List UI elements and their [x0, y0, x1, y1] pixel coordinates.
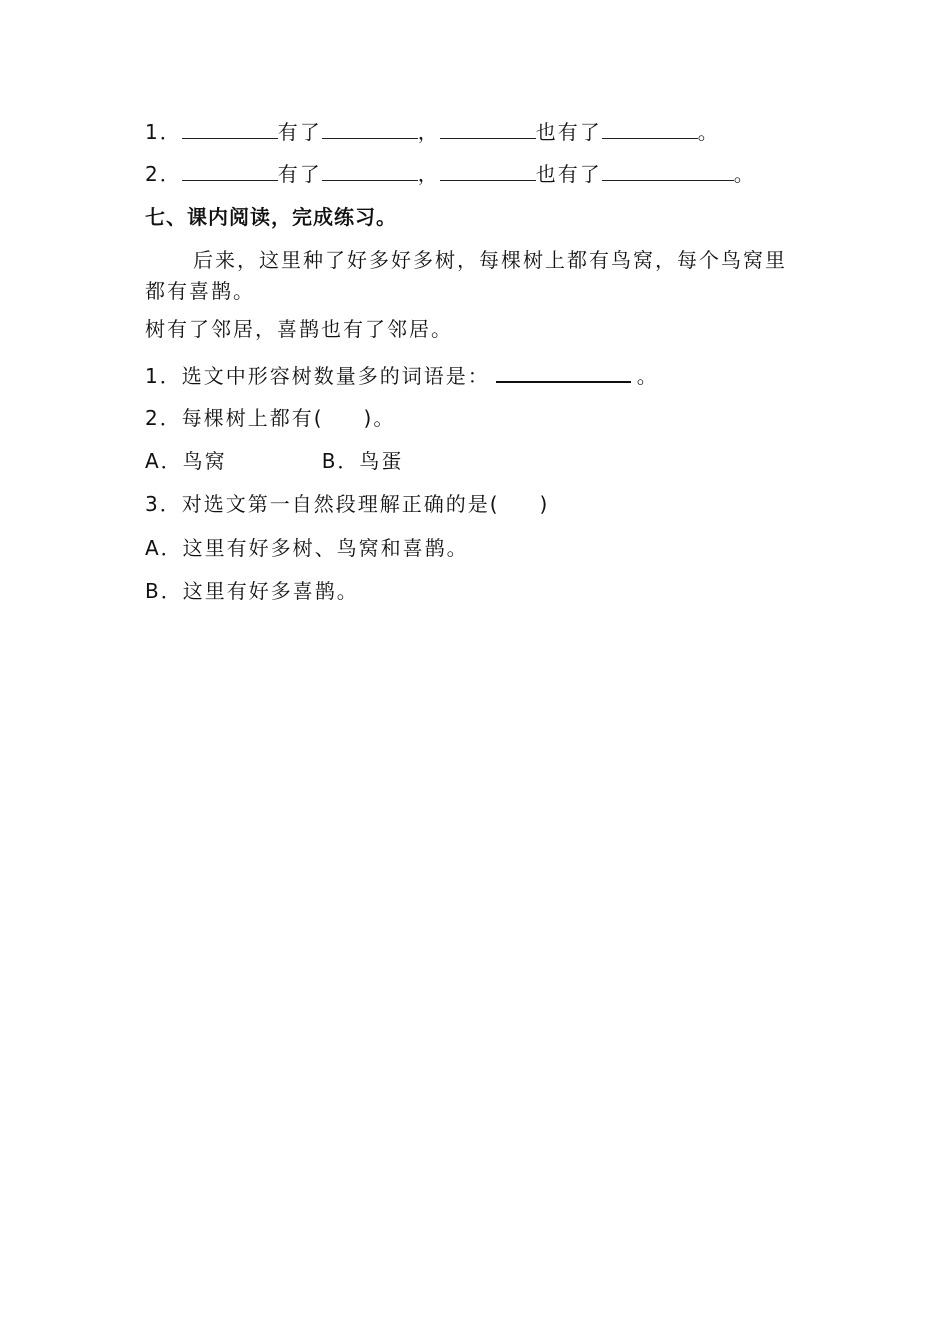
question-3-option-b: B．这里有好多喜鹊。	[145, 579, 359, 603]
answer-blank[interactable]	[602, 118, 698, 139]
question-3	[145, 490, 549, 518]
answer-blank[interactable]	[182, 118, 278, 139]
question-3-option-a: A．这里有好多树、鸟窝和喜鹊。	[145, 536, 469, 560]
question-2-options	[145, 447, 403, 475]
answer-blank[interactable]	[322, 118, 418, 139]
fill-line-word: 有了	[277, 162, 322, 186]
answer-blank[interactable]	[440, 160, 536, 181]
fill-line-end: 。	[733, 162, 756, 186]
question-3-text: 3．对选文第一自然段理解正确的是(	[145, 492, 500, 516]
fill-line-2	[145, 160, 756, 188]
fill-line-number: 2．	[145, 162, 182, 186]
section-heading: 七、课内阅读，完成练习。	[145, 205, 397, 229]
question-2-option-b: B．鸟蛋	[321, 449, 404, 473]
question-1-text: 1．选文中形容树数量多的词语是：	[145, 364, 490, 388]
question-1	[145, 361, 659, 390]
question-1-end: 。	[636, 364, 659, 388]
answer-blank[interactable]	[440, 118, 536, 139]
question-2	[145, 404, 395, 432]
fill-line-1	[145, 118, 720, 146]
answer-blank[interactable]	[322, 160, 418, 181]
passage-paragraph-2: 树有了邻居，喜鹊也有了邻居。	[145, 317, 453, 341]
fill-line-end: 。	[697, 120, 720, 144]
fill-line-number: 1．	[145, 120, 182, 144]
question-3-end: )	[539, 492, 550, 516]
question-2-option-a: A．鸟窝	[145, 449, 227, 473]
fill-line-separator: ，	[417, 120, 440, 144]
answer-blank[interactable]	[602, 160, 734, 181]
fill-line-word: 有了	[277, 120, 322, 144]
fill-line-separator: ，	[417, 162, 440, 186]
question-1-answer-blank[interactable]	[496, 361, 631, 383]
question-2-end: )。	[363, 406, 396, 430]
fill-line-word: 也有了	[535, 120, 602, 144]
passage-paragraph-1: 后来，这里种了好多好多树，每棵树上都有鸟窝，每个鸟窝里都有喜鹊。	[145, 248, 787, 303]
fill-line-word: 也有了	[535, 162, 602, 186]
answer-blank[interactable]	[182, 160, 278, 181]
question-2-text: 2．每棵树上都有(	[145, 406, 324, 430]
